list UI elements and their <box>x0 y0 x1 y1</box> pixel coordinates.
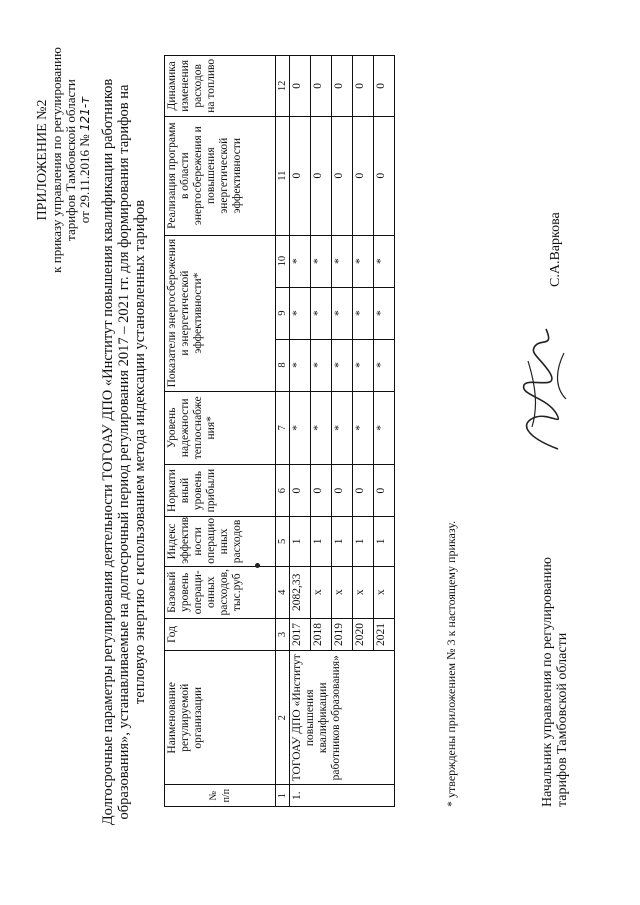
appendix-number-handwritten: 121-т <box>78 96 92 132</box>
header-programs: Реализация программ в области энергосбережения и повышения энергетической эффективности <box>165 116 276 235</box>
cell-profit: 0 <box>332 465 353 517</box>
parameters-table <box>164 55 395 807</box>
cell-energy-9: * <box>311 287 332 339</box>
cell-fuel: 0 <box>332 56 353 117</box>
header-num: № п/п <box>165 785 276 807</box>
heading-line-1: Долгосрочные параметры регулирования деятельности ТОГОАУ ДПО «Институт повышения квалификации работников <box>100 78 116 826</box>
col-number: 9 <box>276 287 290 339</box>
header-reliability: Уровень надежности теплоснабже ния* <box>165 391 276 465</box>
heading-line-2: образования», устанавливаемые на долгосрочный период регулирования 2017 – 2021 гг. для формирования тарифов на <box>116 84 132 820</box>
appendix-title: ПРИЛОЖЕНИЕ №2 <box>35 99 50 221</box>
header-org: Наименование регулируемой организации <box>165 651 276 785</box>
appendix-line-2: тарифов Тамбовской области <box>63 79 78 241</box>
header-fuel: Динамика изменения расходов на топливо <box>165 56 276 117</box>
cell-year: 2018 <box>311 618 332 650</box>
cell-index: 1 <box>374 517 395 567</box>
col-number: 11 <box>276 116 290 235</box>
cell-programs: 0 <box>353 116 374 235</box>
scan-speck <box>255 563 260 568</box>
position-line-1: Начальник управления по регулированию <box>540 557 555 807</box>
cell-index: 1 <box>353 517 374 567</box>
cell-energy-8: * <box>290 339 311 391</box>
cell-energy-10: * <box>374 235 395 287</box>
cell-energy-10: * <box>311 235 332 287</box>
cell-programs: 0 <box>374 116 395 235</box>
cell-reliability: * <box>353 391 374 465</box>
cell-programs: 0 <box>332 116 353 235</box>
cell-base: х <box>374 566 395 618</box>
cell-energy-8: * <box>374 339 395 391</box>
cell-energy-8: * <box>353 339 374 391</box>
cell-energy-9: * <box>374 287 395 339</box>
cell-fuel: 0 <box>311 56 332 117</box>
cell-reliability: * <box>374 391 395 465</box>
cell-year: 2020 <box>353 618 374 650</box>
handwritten-signature <box>506 317 581 457</box>
cell-base: х <box>353 566 374 618</box>
col-number: 7 <box>276 391 290 465</box>
cell-energy-9: * <box>290 287 311 339</box>
cell-energy-10: * <box>332 235 353 287</box>
cell-reliability: * <box>290 391 311 465</box>
header-index: Индекс эффектив ности операцио нных расходов <box>165 517 276 567</box>
header-row <box>165 56 276 807</box>
table-row <box>290 56 311 807</box>
cell-energy-10: * <box>290 235 311 287</box>
cell-year: 2021 <box>374 618 395 650</box>
header-base: Базовый уровень операци-онных расходов, тыс.руб <box>165 566 276 618</box>
cell-profit: 0 <box>374 465 395 517</box>
appendix-line-1: к приказу управления по регулированию <box>49 47 64 273</box>
cell-year: 2017 <box>290 618 311 650</box>
col-number: 2 <box>276 651 290 785</box>
cell-index: 1 <box>332 517 353 567</box>
header-profit: Нормати вный уровень прибыли <box>165 465 276 517</box>
column-number-row <box>276 56 290 807</box>
document-heading <box>100 57 148 847</box>
col-number: 6 <box>276 465 290 517</box>
cell-programs: 0 <box>290 116 311 235</box>
col-number: 1 <box>276 785 290 807</box>
heading-line-3: тепловую энергию с использованием метода индексации установленных тарифов <box>132 199 148 705</box>
footnote: * утверждены приложением № 3 к настоящему приказу. <box>444 520 458 807</box>
row-number: 1. <box>290 785 395 807</box>
position-line-2: тарифов Тамбовской области <box>555 632 570 807</box>
cell-energy-9: * <box>353 287 374 339</box>
cell-programs: 0 <box>311 116 332 235</box>
col-number: 8 <box>276 339 290 391</box>
cell-reliability: * <box>332 391 353 465</box>
cell-index: 1 <box>311 517 332 567</box>
col-number: 10 <box>276 235 290 287</box>
document-page <box>20 17 620 887</box>
appendix-block <box>36 35 92 285</box>
appendix-date-line <box>78 35 92 285</box>
signature-position <box>540 557 570 807</box>
col-number: 5 <box>276 517 290 567</box>
cell-index: 1 <box>290 517 311 567</box>
cell-base: 2082,33 <box>290 566 311 618</box>
cell-year: 2019 <box>332 618 353 650</box>
organization-name: ТОГОАУ ДПО «Институт повышения квалификации работников образования» <box>290 651 395 785</box>
cell-energy-8: * <box>332 339 353 391</box>
cell-base: х <box>332 566 353 618</box>
signatory-name: С.А.Варкова <box>548 212 563 287</box>
appendix-date: от 29.11.2016 № <box>77 134 92 224</box>
cell-energy-10: * <box>353 235 374 287</box>
col-number: 3 <box>276 618 290 650</box>
cell-energy-9: * <box>332 287 353 339</box>
col-number: 12 <box>276 56 290 117</box>
cell-profit: 0 <box>311 465 332 517</box>
cell-fuel: 0 <box>353 56 374 117</box>
cell-energy-8: * <box>311 339 332 391</box>
cell-fuel: 0 <box>374 56 395 117</box>
cell-profit: 0 <box>353 465 374 517</box>
cell-fuel: 0 <box>290 56 311 117</box>
cell-base: х <box>311 566 332 618</box>
header-energy: Показатели энергосбережения и энергетической эффективности* <box>165 235 276 391</box>
header-year: Год <box>165 618 276 650</box>
col-number: 4 <box>276 566 290 618</box>
cell-reliability: * <box>311 391 332 465</box>
cell-profit: 0 <box>290 465 311 517</box>
